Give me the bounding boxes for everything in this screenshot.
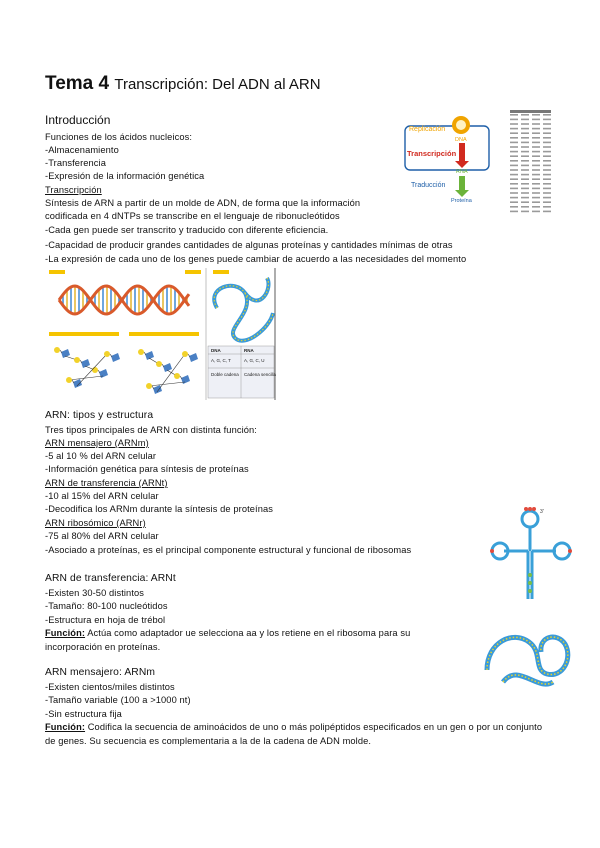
svg-text:3': 3' xyxy=(540,509,544,515)
arnt-detail: -Estructura en hoja de trébol xyxy=(45,615,166,625)
intro-line: -Expresión de la información genética xyxy=(45,171,205,181)
traduccion-label: Traducción xyxy=(411,182,446,189)
dna-rna-figure xyxy=(45,268,277,400)
arnr-subheading: ARN ribosómico (ARNr) xyxy=(45,518,146,528)
arnt-detail: -Tamaño: 80-100 nucleótidos xyxy=(45,601,168,611)
arnt-line: -Decodifica los ARNm durante la síntesis de proteínas xyxy=(45,504,274,514)
funcion-text: Actúa como adaptador ue selecciona aa y los retiene en el ribosoma para su xyxy=(85,628,411,638)
rna-label: RNA xyxy=(456,169,468,175)
table-cell: Doble cadena xyxy=(211,372,239,377)
arnm-funcion-cont: de genes. Su secuencia es complementaria a la de la cadena de ADN molde. xyxy=(45,736,372,746)
funcion-label: Función: xyxy=(45,722,86,732)
dna-label: DNA xyxy=(455,137,467,143)
arn-tipos-heading: ARN: tipos y estructura xyxy=(45,410,154,421)
double-helix-icon xyxy=(59,286,189,314)
table-cell: Cadena sencilla xyxy=(244,372,277,377)
arnt-detail: -Existen 30-50 distintos xyxy=(45,588,145,598)
intro-heading: Introducción xyxy=(45,113,111,127)
arnr-line: -Asociado a proteínas, es el principal componente estructural y funcional de ribosomas xyxy=(45,545,412,555)
arnm-detail: -Tamaño variable (100 a >1000 nt) xyxy=(45,695,191,705)
intro-line: -Almacenamiento xyxy=(45,145,119,155)
transcripcion-label: Transcripción xyxy=(407,149,457,158)
arn-tipos-intro: Tres tipos principales de ARN con distinta función: xyxy=(45,425,257,435)
table-cell: A, G, C, U xyxy=(244,358,265,363)
transcripcion-line: -Cada gen puede ser transcrito y traducido con diferente eficiencia. xyxy=(45,225,329,235)
arnm-detail: -Sin estructura fija xyxy=(45,709,122,719)
arnm-line: -5 al 10 % del ARN celular xyxy=(45,451,157,461)
arnm-funcion xyxy=(45,721,542,733)
arnt-funcion-cont: incorporación en proteínas. xyxy=(45,642,161,652)
transcripcion-heading: Transcripción xyxy=(45,185,102,195)
title-number: Tema 4 xyxy=(45,73,110,94)
table-cell: A, G, C, T xyxy=(211,358,231,363)
title-subtitle: Transcripción: Del ADN al ARN xyxy=(114,76,321,93)
genetic-code-table-image xyxy=(508,110,553,215)
arnm-heading: ARN mensajero: ARNm xyxy=(45,667,156,678)
arnm-line: -Información genética para síntesis de proteínas xyxy=(45,464,249,474)
arnt-heading: ARN de transferencia: ARNt xyxy=(45,573,176,584)
arnt-subheading: ARN de transferencia (ARNt) xyxy=(45,478,168,488)
arnt-line: -10 al 15% del ARN celular xyxy=(45,491,159,501)
replicacion-label: Replicación xyxy=(409,126,446,133)
page-title xyxy=(45,73,321,95)
arnm-detail: -Existen cientos/miles distintos xyxy=(45,682,175,692)
arnt-funcion xyxy=(45,627,410,639)
transcripcion-line: codificada en 4 dNTPs se transcribe en el lenguaje de ribonucleótidos xyxy=(45,211,340,221)
nucleotide-structures-icon xyxy=(54,347,198,394)
transcripcion-line: -La expresión de cada uno de los genes puede cambiar de acuerdo a las necesidades del momento xyxy=(45,254,467,264)
intro-line: Funciones de los ácidos nucleicos: xyxy=(45,132,193,142)
funcion-label: Función: xyxy=(45,628,86,638)
table-col-dna: DNA xyxy=(211,348,221,353)
arnm-subheading: ARN mensajero (ARNm) xyxy=(45,438,149,448)
transcripcion-line: Síntesis de ARN a partir de un molde de ADN, de forma que la información xyxy=(45,198,361,208)
central-dogma-diagram xyxy=(403,112,503,204)
trna-cloverleaf-icon xyxy=(490,503,572,601)
dna-rna-table xyxy=(208,346,277,398)
transcripcion-line: -Capacidad de producir grandes cantidades de algunas proteínas y cantidades mínimas de otras xyxy=(45,240,453,250)
proteina-label: Proteína xyxy=(451,198,472,204)
arnr-line: -75 al 80% del ARN celular xyxy=(45,531,159,541)
mrna-strand-icon xyxy=(483,622,575,692)
intro-line: -Transferencia xyxy=(45,158,106,168)
table-col-rna: RNA xyxy=(244,348,254,353)
funcion-text: Codifica la secuencia de aminoácidos de uno o más polipéptidos especificados en un gen o por un conjunto xyxy=(85,722,543,732)
